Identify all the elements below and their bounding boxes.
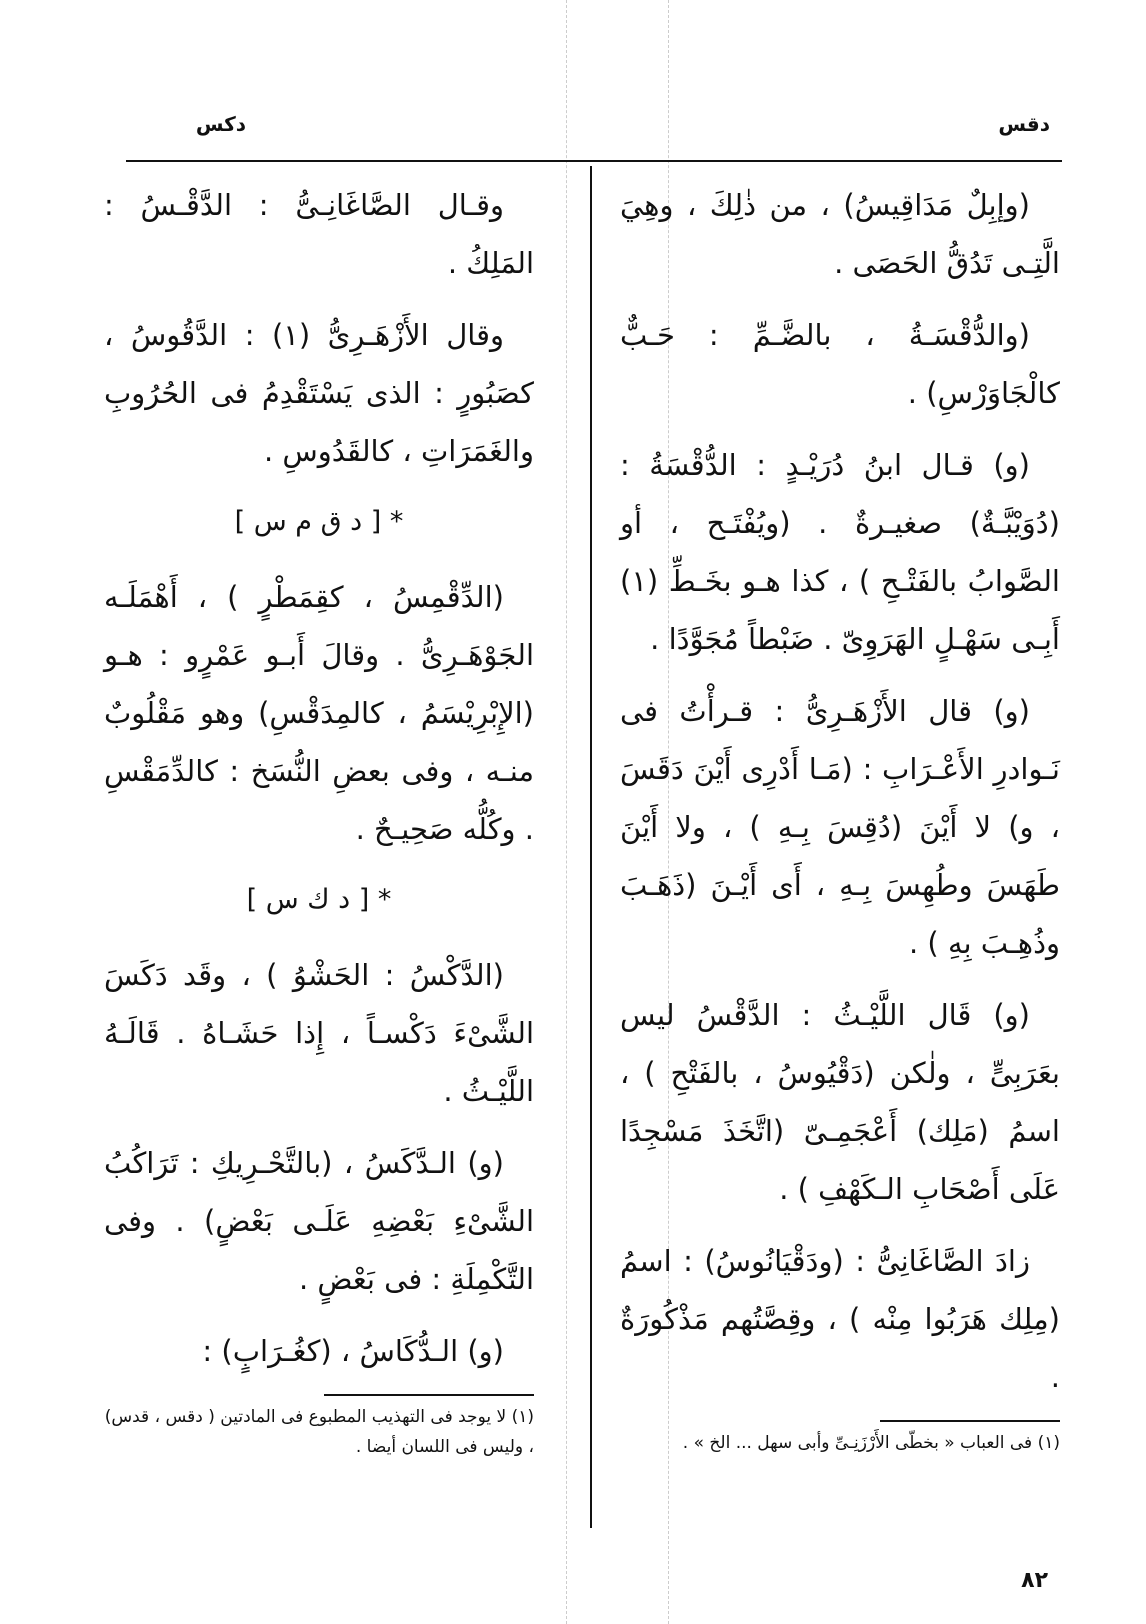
- entry-paragraph: (وإبِلٌ مَدَاقِيسُ) ، من ذٰلِكَ ، وهِيَ الَّتِـى تَدُقُّ الحَصَى .: [620, 188, 1060, 280]
- footnote-rule: [880, 1420, 1060, 1422]
- root-heading-dqms: * [ د ق م س ]: [234, 506, 404, 537]
- entry-paragraph: (و) الـدَّكَسُ ، (بالتَّحْـرِيكِ : تَرَاكُبُ الشَّىْءِ بَعْضِهِ عَلَـى بَعْضٍ) . وفى التَّكْمِلَةِ : فى بَعْضٍ .: [104, 1146, 534, 1296]
- page-number: ٨٢: [1021, 1568, 1048, 1593]
- footnote-rule: [324, 1394, 534, 1396]
- left-column: [104, 176, 534, 1462]
- entry-paragraph: (الدَّكْسُ : الحَشْوُ ) ، وقَد دَكَسَ الشَّىْءَ دَكْسـاً ، إِذا حَشَـاهُ . قَالَـهُ اللَّيْـثُ .: [104, 958, 534, 1108]
- entry-paragraph: (والدُّقْسَـةُ ، بالضَّـمِّ : حَـبٌّ كالْجَاوَرْسِ) .: [620, 318, 1060, 410]
- header-rule: [126, 160, 1062, 162]
- running-header-left: دكس: [195, 112, 246, 136]
- footnote: (١) لا يوجد فى التهذيب المطبوع فى المادتين ( دقس ، قدس) ، وليس فى اللسان أيضا .: [104, 1407, 534, 1457]
- entry-paragraph: وقال الأَزْهَـرِىُّ (١) : الدَّقُوسُ ، كصَبُورٍ : الذى يَسْتَقْدِمُ فى الحُرُوبِ والغَمَرَاتِ ، كالقَدُوسِ .: [104, 318, 534, 468]
- entry-paragraph: (و) الـدُّكَاسُ ، (كغُـرَابٍ) :: [202, 1334, 504, 1368]
- root-heading-dks: * [ د ك س ]: [246, 884, 392, 915]
- entry-paragraph: (و) قـال ابنُ دُرَيْـدٍ : الدُّقْسَةُ : (دُوَيْبَّـةٌ) صغيـرةٌ . (ويُفْتَـح ، أو الصَّوابُ بالفَتْـحِ ) ، كذا هـو بخَـطِّ (١) أَبِـى سَهْـلٍ الهَرَوِىّ . ضَبْطاً مُجَوَّدًا .: [620, 448, 1060, 656]
- scan-guide-line: [566, 0, 567, 1624]
- entry-paragraph: (الدِّقْمِسُ ، كقِمَطْرٍ ) ، أَهْمَلَـه الجَوْهَـرِىُّ . وقالَ أَبـو عَمْرٍو : هـو (الإِبْرِيْسَمُ ، كالمِدَقْسِ) وهو مَقْلُوبٌ منـه ، وفى بعضِ النُّسَخ : كالدِّمَقْسِ . وكُلُّه صَحِيـحٌ .: [104, 580, 534, 846]
- entry-paragraph: (و) قَال اللَّيْـثُ : الدَّقْسُ ليس بعَرَبِىٍّ ، ولٰكن (دَقْيُوسُ ، بالفَتْحِ ) ، اسمُ (مَلِك) أَعْجَمِـىّ (اتَّخَذَ مَسْجِدًا عَلَى أَصْحَابِ الـكَهْفِ ) .: [620, 998, 1060, 1206]
- column-divider: [590, 166, 592, 1528]
- entry-paragraph: زادَ الصَّاغَانِىُّ : (ودَقْيَانُوسُ) : اسمُ (مِلِك هَرَبُوا مِنْه ) ، وقِصَّتُهم مَذْكُورَةٌ .: [620, 1244, 1060, 1394]
- entry-paragraph: (و) قال الأَزْهَـرِىُّ : قـرأْتُ فى نَـوادرِ الأَعْـرَابِ : (مَـا أَدْرِى أَيْنَ دَقَسَ ، و) لا أَيْنَ (دُقِسَ بِـهِ ) ، ولا أَيْنَ طَهَسَ وطُهِسَ بِـهِ ، أَى أَيْـنَ (ذَهَـبَ وذُهِـبَ بِهِ ) .: [620, 694, 1060, 960]
- footnote: (١) فى العباب « بخطّى الأَرْزَنِـىِّ وأبى سهل ... الخ » .: [682, 1433, 1060, 1453]
- entry-paragraph: وقـال الصَّاغَانِـىُّ : الدَّقْـسُ : المَلِكُ .: [104, 188, 534, 280]
- running-header-right: دقس: [998, 112, 1050, 136]
- right-column: [620, 176, 1060, 1458]
